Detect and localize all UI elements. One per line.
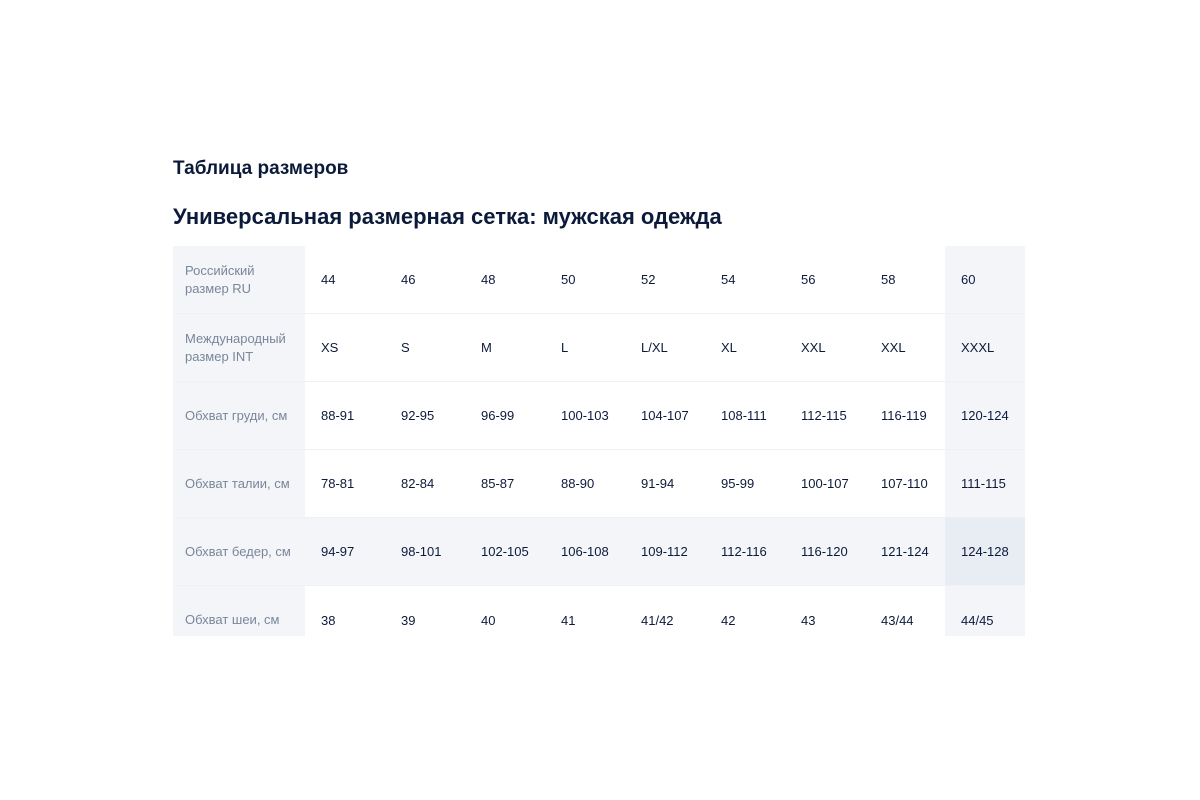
row-label: Обхват груди, см [173, 382, 305, 449]
table-row-neck [173, 586, 1025, 636]
table-cell: 108-111 [705, 382, 785, 449]
table-cell: 43/44 [865, 586, 945, 636]
table-cell: M [465, 314, 545, 381]
table-row-ru-size [173, 246, 1025, 314]
table-cell: 40 [465, 586, 545, 636]
table-cell: 88-90 [545, 450, 625, 517]
table-cell: L [545, 314, 625, 381]
row-label: Обхват шеи, см [173, 586, 305, 636]
table-cell: 124-128 [945, 518, 1025, 585]
table-cell: 85-87 [465, 450, 545, 517]
row-label: Обхват бедер, см [173, 518, 305, 585]
table-cell: 116-119 [865, 382, 945, 449]
table-cell: 112-115 [785, 382, 865, 449]
table-cell: L/XL [625, 314, 705, 381]
table-cell: XXXL [945, 314, 1025, 381]
row-label: Российский размер RU [173, 246, 305, 313]
table-cell: 54 [705, 246, 785, 313]
table-cell: 88-91 [305, 382, 385, 449]
table-cell: 91-94 [625, 450, 705, 517]
table-cell: 104-107 [625, 382, 705, 449]
table-cell: XXL [785, 314, 865, 381]
table-cell: 96-99 [465, 382, 545, 449]
table-cell: 44 [305, 246, 385, 313]
table-cell: 43 [785, 586, 865, 636]
table-cell: 120-124 [945, 382, 1025, 449]
table-cell: 106-108 [545, 518, 625, 585]
table-cell: 98-101 [385, 518, 465, 585]
table-cell: 41 [545, 586, 625, 636]
table-cell: 38 [305, 586, 385, 636]
table-cell: XS [305, 314, 385, 381]
table-cell: 102-105 [465, 518, 545, 585]
section-title: Таблица размеров [173, 158, 349, 179]
size-table [173, 246, 1025, 636]
table-cell: 56 [785, 246, 865, 313]
table-cell: XL [705, 314, 785, 381]
table-cell: 95-99 [705, 450, 785, 517]
table-cell: 46 [385, 246, 465, 313]
table-cell: 107-110 [865, 450, 945, 517]
table-cell: 52 [625, 246, 705, 313]
table-cell: 94-97 [305, 518, 385, 585]
table-cell: 121-124 [865, 518, 945, 585]
table-cell: 82-84 [385, 450, 465, 517]
table-cell: 92-95 [385, 382, 465, 449]
table-cell: XXL [865, 314, 945, 381]
table-cell: 44/45 [945, 586, 1025, 636]
table-row-waist [173, 450, 1025, 518]
table-cell: 100-103 [545, 382, 625, 449]
table-cell: 78-81 [305, 450, 385, 517]
table-title: Универсальная размерная сетка: мужская одежда [173, 204, 722, 229]
table-row-hips [173, 518, 1025, 586]
table-cell: 112-116 [705, 518, 785, 585]
table-cell: 39 [385, 586, 465, 636]
table-cell: S [385, 314, 465, 381]
table-cell: 111-115 [945, 450, 1025, 517]
table-cell: 116-120 [785, 518, 865, 585]
table-cell: 42 [705, 586, 785, 636]
table-cell: 50 [545, 246, 625, 313]
table-row-chest [173, 382, 1025, 450]
row-label: Международный размер INT [173, 314, 305, 381]
table-cell: 58 [865, 246, 945, 313]
row-label: Обхват талии, см [173, 450, 305, 517]
table-cell: 48 [465, 246, 545, 313]
table-cell: 41/42 [625, 586, 705, 636]
table-cell: 60 [945, 246, 1025, 313]
table-cell: 109-112 [625, 518, 705, 585]
table-cell: 100-107 [785, 450, 865, 517]
table-row-int-size [173, 314, 1025, 382]
